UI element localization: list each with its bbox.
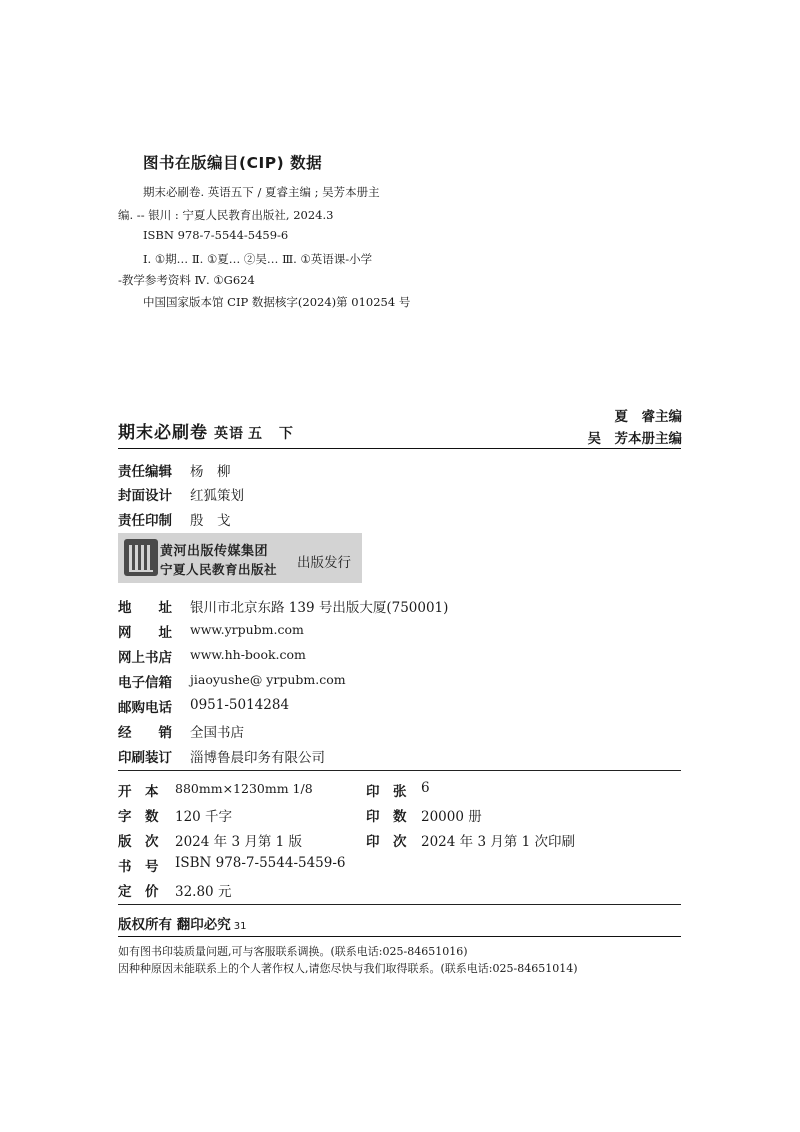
book-title-text: 期末必刷卷 [118, 423, 208, 443]
spec-label-format: 开 本 [118, 784, 159, 800]
spec-label-sheets: 印 张 [366, 784, 407, 800]
book-title [118, 418, 299, 443]
publisher-emblem-icon [124, 539, 158, 576]
footnote-quality: 如有图书印装质量问题,可与客服联系调换。(联系电话:025-84651016) [118, 945, 468, 958]
contact-label-printer: 印刷装订 [118, 750, 172, 766]
contact-label-email: 电子信箱 [118, 675, 172, 691]
cip-line-2: 编. -- 银川 : 宁夏人民教育出版社, 2024.3 [118, 208, 334, 222]
contact-rule [118, 770, 681, 771]
copyright-text: 版权所有 翻印必究 [118, 917, 231, 933]
copyright-rule [118, 936, 681, 937]
volume-editor: 吴 芳本册主编 [587, 431, 682, 447]
contact-value-address: 银川市北京东路 139 号出版大厦(750001) [190, 600, 449, 616]
staff-value-editor: 杨 柳 [190, 464, 231, 480]
cip-line-4: Ⅰ. ①期… Ⅱ. ①夏… ②吴… Ⅲ. ①英语课-小学 [143, 252, 373, 266]
spec-label-words: 字 数 [118, 809, 159, 825]
contact-value-bookstore: www.hh-book.com [190, 647, 306, 662]
staff-label-print: 责任印制 [118, 513, 172, 529]
spec-value-edition: 2024 年 3 月第 1 版 [175, 834, 302, 850]
chief-editor: 夏 睿主编 [614, 409, 682, 425]
contact-label-distribution: 经 销 [118, 725, 172, 741]
staff-label-editor: 责任编辑 [118, 464, 172, 480]
contact-value-email: jiaoyushe@ yrpubm.com [190, 672, 346, 687]
book-subject: 英语 [214, 426, 244, 442]
specs-rule [118, 904, 681, 905]
cip-line-3: ISBN 978-7-5544-5459-6 [143, 228, 289, 242]
spec-value-words: 120 千字 [175, 809, 233, 825]
spec-label-printing: 印 次 [366, 834, 407, 850]
cip-title: 图书在版编目(CIP) 数据 [143, 154, 323, 172]
spec-value-printing: 2024 年 3 月第 1 次印刷 [421, 834, 575, 850]
contact-value-distribution: 全国书店 [190, 725, 244, 741]
contact-label-bookstore: 网上书店 [118, 650, 172, 666]
contact-label-address: 地 址 [118, 600, 172, 616]
staff-label-cover: 封面设计 [118, 488, 172, 504]
contact-label-website: 网 址 [118, 625, 172, 641]
copyright-code: 31 [233, 921, 247, 932]
spec-value-price: 32.80 元 [175, 884, 232, 900]
spec-value-sheets: 6 [421, 780, 430, 796]
contact-value-website: www.yrpubm.com [190, 622, 304, 637]
spec-label-price: 定 价 [118, 884, 159, 900]
header-rule [118, 448, 681, 449]
staff-value-print: 殷 戈 [190, 513, 231, 529]
publisher-tag: 出版发行 [297, 555, 351, 571]
cip-line-6: 中国国家版本馆 CIP 数据核字(2024)第 010254 号 [143, 295, 411, 309]
contact-value-phone: 0951-5014284 [190, 697, 290, 713]
footnote-copyright-holders: 因种种原因未能联系上的个人著作权人,请您尽快与我们取得联系。(联系电话:025-84651014) [118, 962, 578, 975]
spec-label-isbn: 书 号 [118, 859, 159, 875]
publisher-house-name: 宁夏人民教育出版社 [160, 562, 278, 577]
contact-value-printer: 淄博鲁晨印务有限公司 [190, 750, 325, 766]
spec-value-isbn: ISBN 978-7-5544-5459-6 [175, 855, 346, 871]
cip-line-5: -教学参考资料 Ⅳ. ①G624 [118, 273, 255, 287]
publisher-group-name: 黄河出版传媒集团 [160, 544, 269, 559]
copyright-notice [118, 913, 246, 933]
spec-label-edition: 版 次 [118, 834, 159, 850]
spec-value-copies: 20000 册 [421, 809, 482, 825]
spec-value-format: 880mm×1230mm 1/8 [175, 781, 313, 796]
spec-label-copies: 印 数 [366, 809, 407, 825]
book-grade: 五 下 [248, 426, 299, 442]
staff-value-cover: 红狐策划 [190, 488, 244, 504]
contact-label-phone: 邮购电话 [118, 700, 172, 716]
cip-line-1: 期末必刷卷. 英语五下 / 夏睿主编 ; 吴芳本册主 [143, 185, 380, 199]
